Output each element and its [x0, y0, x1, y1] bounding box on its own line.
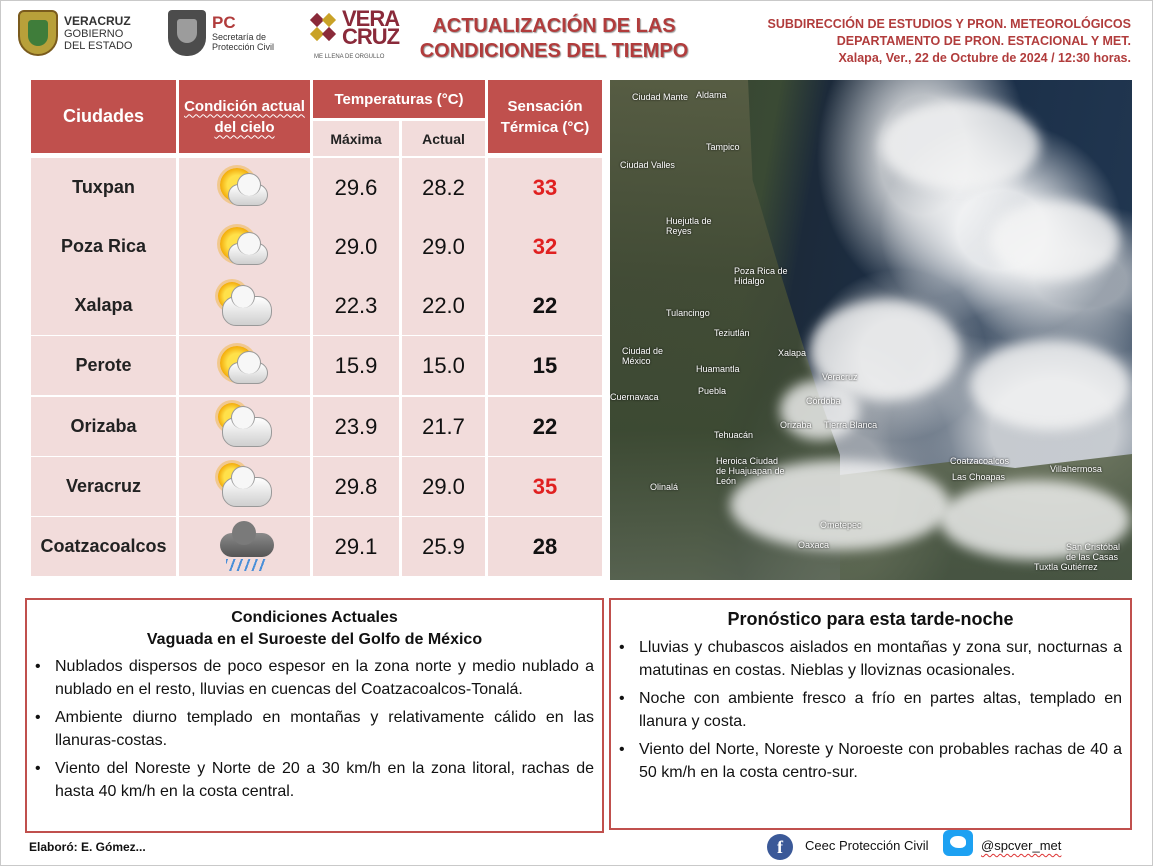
date-time-line: Xalapa, Ver., 22 de Octubre de 2024 / 12:30 horas.: [838, 51, 1131, 65]
condition-cell: [179, 276, 310, 335]
header-condition: Condición actual del cielo: [179, 80, 310, 153]
table-row: [31, 517, 602, 576]
map-place-label: Aldama: [696, 90, 727, 100]
map-place-label: Córdoba: [806, 396, 841, 406]
actual-temp: 15.0: [422, 352, 465, 378]
actual-temp: 25.9: [422, 533, 465, 559]
max-temp: 22.3: [334, 292, 378, 318]
max-temp: 29.8: [334, 473, 378, 499]
forecast-title: Pronóstico para esta tarde-noche: [727, 609, 1014, 629]
sensation-value: 15: [532, 352, 558, 378]
city-cell: [31, 457, 176, 516]
sensation-cell: [488, 158, 602, 217]
city-cell: [31, 517, 176, 576]
rain-cloud-icon: [214, 523, 276, 571]
pc-shield-icon: [168, 10, 206, 56]
logo-veracruz-line2: GOBIERNO: [64, 27, 124, 40]
map-place-label: Xalapa: [778, 348, 807, 358]
page-title: [398, 14, 710, 64]
map-place-label: Tehuacán: [714, 430, 754, 440]
condition-cell: [179, 397, 310, 456]
forecast-item: • Viento del Norte, Noreste y Noroeste con probables rachas de 40 a 50 km/h en la costa centro-sur.: [617, 739, 1122, 784]
map-place-label: Tuxtla Gutiérrez: [1034, 562, 1098, 572]
sensation-cell: [488, 517, 602, 576]
sensation-cell: [488, 217, 602, 276]
map-place-label: Orizaba: [780, 420, 812, 430]
map-place-label: San Cristóbal de las Casas: [1066, 542, 1121, 562]
twitter-link[interactable]: @spcver_met: [981, 838, 1062, 853]
table-row: [31, 158, 602, 217]
map-place-label: Villahermosa: [1050, 464, 1102, 474]
city-cell: [31, 397, 176, 456]
map-place-label: Coatzacoalcos: [950, 456, 1010, 466]
actual-temp-cell: [402, 276, 485, 335]
max-temp: 15.9: [334, 352, 378, 378]
title-line1: ACTUALIZACIÓN DE LAS: [432, 15, 676, 37]
max-temp-cell: [313, 457, 399, 516]
map-place-label: Tierra Blanca: [824, 420, 878, 430]
sun-cloud-icon: [214, 342, 276, 390]
map-place-label: Ciudad Valles: [620, 160, 675, 170]
actual-temp-cell: [402, 517, 485, 576]
twitter-icon[interactable]: [943, 830, 973, 856]
city-name: Poza Rica: [60, 236, 147, 256]
city-name: Veracruz: [65, 476, 142, 496]
coat-of-arms-icon: [18, 10, 58, 56]
department-header: [768, 16, 1131, 67]
veracruz-government-logo: [18, 10, 132, 56]
max-temp-cell: [313, 336, 399, 395]
author-credit: Elaboró: E. Gómez...: [29, 840, 146, 854]
logo-veracruz-line1: VERACRUZ: [64, 13, 131, 28]
sensation-value: 22: [532, 292, 558, 318]
map-place-label: Heroica Ciudad de Huajuapan de León: [716, 456, 785, 486]
logo-veracruz-line3: DEL ESTADO: [64, 39, 133, 52]
proteccion-civil-logo: [168, 10, 274, 56]
satellite-image: [610, 80, 1132, 580]
current-item: • Viento del Noreste y Norte de 20 a 30 km/h en la zona litoral, rachas de hasta 40 km/h en la costa central.: [33, 758, 594, 803]
map-place-label: Cuernavaca: [610, 392, 659, 402]
max-temp: 29.1: [334, 533, 378, 559]
forecast-item: • Lluvias y chubascos aislados en montañas y zona sur, nocturnas a matutinas en costas. Nieblas y lloviznas ocasionales.: [617, 637, 1122, 682]
actual-temp-cell: [402, 158, 485, 217]
map-place-label: Huamantla: [696, 364, 740, 374]
sensation-value: 28: [532, 533, 558, 559]
sensation-value: 22: [532, 413, 558, 439]
map-place-label: Teziutlán: [714, 328, 750, 338]
logo-pc-line2: Protección Civil: [212, 42, 275, 52]
city-cell: [31, 158, 176, 217]
veracruz-brand-logo: [312, 6, 400, 49]
actual-temp: 29.0: [422, 473, 465, 499]
city-name: Orizaba: [70, 416, 137, 436]
actual-temp-cell: [402, 397, 485, 456]
map-place-label: Oaxaca: [798, 540, 830, 550]
table-row: [31, 457, 602, 516]
condition-cell: [179, 336, 310, 395]
current-conditions-title: Condiciones Actuales: [231, 609, 398, 626]
header-actual: Actual: [402, 121, 485, 156]
max-temp-cell: [313, 397, 399, 456]
max-temp: 29.0: [334, 233, 378, 259]
title-line2: CONDICIONES DEL TIEMPO: [419, 40, 689, 62]
condition-cell: [179, 517, 310, 576]
forecast-item: • Noche con ambiente fresco a frío en partes altas, templado en llanura y costa.: [617, 688, 1122, 733]
facebook-link[interactable]: Ceec Protección Civil: [805, 838, 929, 853]
brand-tagline: ME LLENA DE ORGULLO: [314, 54, 385, 60]
actual-temp-cell: [402, 457, 485, 516]
actual-temp: 22.0: [422, 292, 465, 318]
map-place-label: Veracruz: [822, 372, 858, 382]
actual-temp: 29.0: [422, 233, 465, 259]
logo-pc-line1: Secretaría de: [212, 32, 267, 42]
brand-mark-icon: [312, 13, 338, 43]
max-temp-cell: [313, 217, 399, 276]
max-temp-cell: [313, 158, 399, 217]
current-item: • Ambiente diurno templado en montañas y relativamente cálido en las llanuras-costas.: [33, 707, 594, 752]
city-name: Tuxpan: [72, 177, 135, 197]
sun-cloud-icon: [214, 164, 276, 212]
map-place-label: Olinalá: [650, 482, 679, 492]
city-cell: [31, 217, 176, 276]
sensation-cell: [488, 457, 602, 516]
sensation-value: 33: [532, 174, 558, 200]
max-temp-cell: [313, 276, 399, 335]
city-cell: [31, 336, 176, 395]
actual-temp: 21.7: [422, 413, 465, 439]
map-place-label: Ometepec: [820, 520, 862, 530]
max-temp: 29.6: [334, 174, 378, 200]
brand-line2: CRUZ: [342, 24, 400, 49]
sensation-cell: [488, 336, 602, 395]
facebook-icon[interactable]: f: [767, 834, 793, 860]
table-row: [31, 276, 602, 335]
sensation-cell: [488, 397, 602, 456]
map-place-label: Ciudad Mante: [632, 92, 689, 102]
table-row: [31, 336, 602, 395]
map-place-label: Tulancingo: [666, 308, 710, 318]
department-line2: DEPARTAMENTO DE PRON. ESTACIONAL Y MET.: [836, 34, 1131, 48]
city-name: Xalapa: [74, 295, 133, 315]
city-name: Perote: [75, 355, 132, 375]
header-city: Ciudades: [31, 80, 176, 153]
city-cell: [31, 276, 176, 335]
partly-cloudy-icon: [214, 403, 276, 451]
sensation-value: 35: [532, 473, 558, 499]
table-row: [31, 397, 602, 456]
logo-pc-title: PC: [212, 13, 236, 32]
condition-cell: [179, 158, 310, 217]
partly-cloudy-icon: [214, 463, 276, 511]
city-name: Coatzacoalcos: [40, 536, 167, 556]
map-place-label: Poza Rica de Hidalgo: [734, 266, 788, 286]
sensation-value: 32: [532, 233, 558, 259]
sun-cloud-icon: [214, 223, 276, 271]
actual-temp-cell: [402, 217, 485, 276]
condition-cell: [179, 457, 310, 516]
map-place-label: Huejutla de Reyes: [666, 216, 712, 236]
map-place-label: Puebla: [698, 386, 727, 396]
forecast-box: [609, 598, 1132, 830]
map-place-label: Las Choapas: [952, 472, 1006, 482]
header-sensation: Sensación Térmica (°C): [488, 80, 602, 153]
header-max: Máxima: [313, 121, 399, 156]
condition-cell: [179, 217, 310, 276]
brand-line1: VERA: [342, 6, 400, 31]
partly-cloudy-icon: [214, 282, 276, 330]
map-place-label: Tampico: [706, 142, 740, 152]
max-temp-cell: [313, 517, 399, 576]
map-place-label: Ciudad de México: [622, 346, 664, 366]
actual-temp-cell: [402, 336, 485, 395]
current-item: • Nublados dispersos de poco espesor en la zona norte y medio nublado a nublado en el resto, lluvias en cuencas del Coatzacoalcos-Tonalá.: [33, 656, 594, 701]
table-row: [31, 217, 602, 276]
max-temp: 23.9: [334, 413, 378, 439]
header-temperatures: Temperaturas (°C): [313, 80, 485, 118]
current-conditions-subtitle: Vaguada en el Suroeste del Golfo de México: [146, 631, 483, 648]
department-line1: SUBDIRECCIÓN DE ESTUDIOS Y PRON. METEOROLÓGICOS: [767, 17, 1131, 31]
current-conditions-box: [25, 598, 604, 833]
sensation-cell: [488, 276, 602, 335]
actual-temp: 28.2: [422, 174, 465, 200]
